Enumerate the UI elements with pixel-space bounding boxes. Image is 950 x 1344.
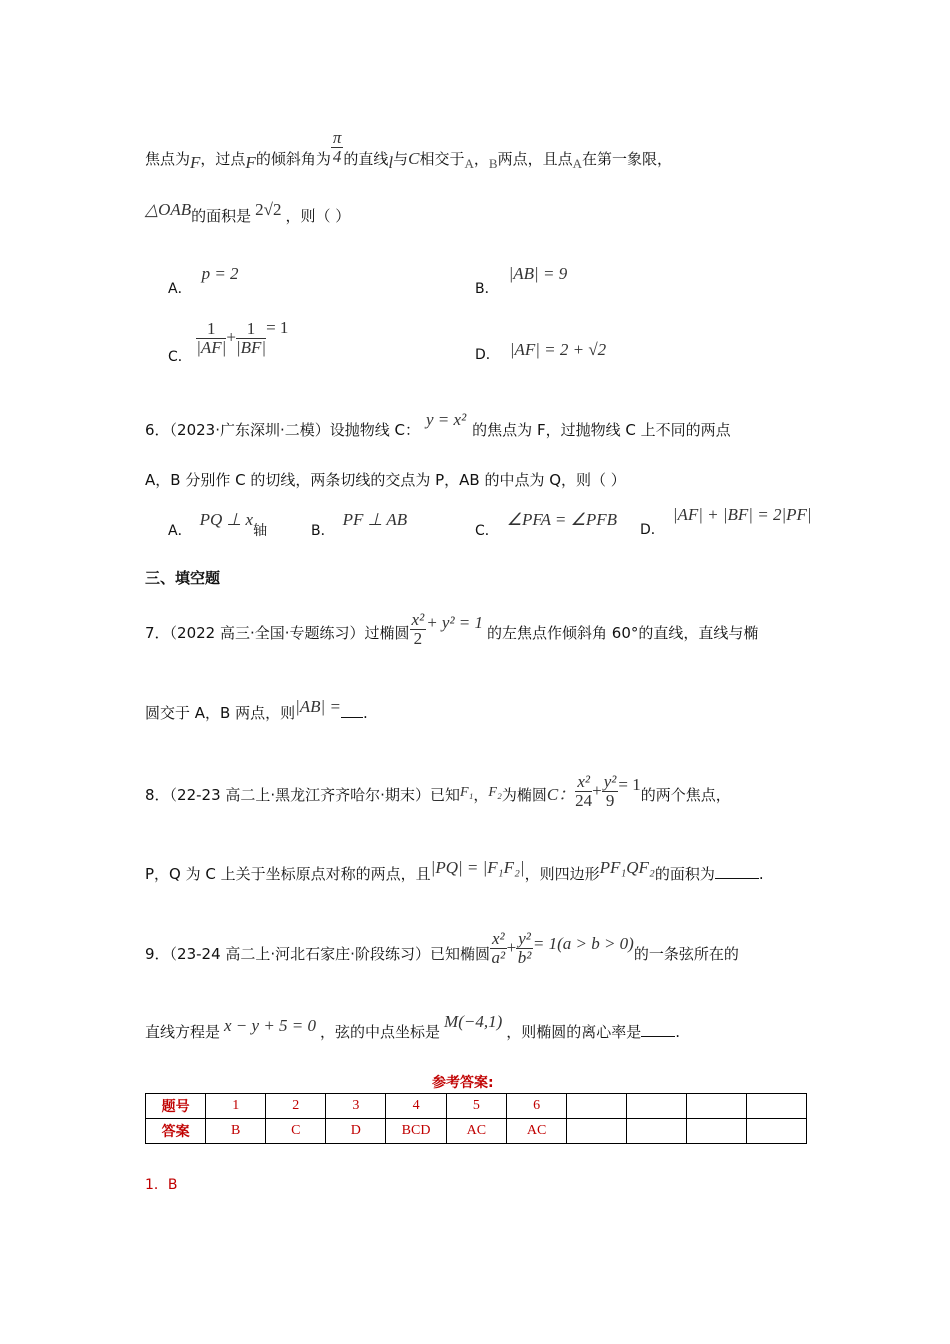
q9-line2 [145, 1012, 681, 1042]
equals-one: = 1 [266, 317, 289, 337]
math-A: A [464, 156, 474, 171]
text: 的一条弦所在的 [633, 945, 739, 963]
frac-den: 2 [413, 629, 423, 648]
table-cell: B [206, 1119, 266, 1144]
answer-blank[interactable] [715, 864, 759, 879]
option-label: A． [168, 523, 192, 539]
math-F1: F₁ [459, 785, 474, 800]
question-number: 9． [145, 945, 170, 963]
table-cell [747, 1119, 807, 1144]
frac-y2-b2 [516, 930, 533, 967]
math-B: B [488, 156, 498, 171]
table-cell [627, 1094, 687, 1119]
frac-den: 9 [605, 791, 615, 810]
table-cell [567, 1094, 627, 1119]
frac-num: y² [518, 929, 531, 948]
frac-den: 24 [575, 791, 593, 810]
option-expr: PQ ⊥ x [199, 510, 254, 529]
line-equation: x − y + 5 = 0 [224, 1016, 317, 1035]
section-heading [145, 568, 220, 588]
frac-num: π [332, 128, 342, 147]
parabola-equation: y = x² [426, 410, 467, 429]
q9-line1 [145, 929, 739, 973]
q5-option-b[interactable] [475, 264, 568, 297]
text: ，则四边形 [524, 865, 600, 883]
question-number: 8． [145, 786, 170, 804]
frac-num: 1 [236, 320, 266, 339]
text: （23-24 高二上·河北石家庄·阶段练习）已知椭圆 [169, 945, 490, 963]
math-l: l [388, 153, 394, 172]
q5-line1 [145, 128, 672, 178]
row-header: 题号 [146, 1094, 206, 1119]
table-row [146, 1094, 807, 1119]
option-label: D． [475, 347, 500, 363]
first-answer: 1．B [145, 1177, 178, 1193]
text: （22-23 高二上·黑龙江齐齐哈尔·期末）已知 [169, 786, 460, 804]
table-row [146, 1119, 807, 1144]
text: 的倾斜角为 [255, 150, 331, 168]
plus-sign: + [506, 938, 517, 957]
frac-num: x² [411, 610, 425, 629]
frac-den: |BF| [235, 338, 267, 357]
text: ， [473, 150, 489, 168]
frac-num: x² [491, 929, 505, 948]
answers-title: 参考答案: [432, 1075, 494, 1091]
math-F: F [245, 153, 256, 172]
q5-option-a[interactable] [168, 264, 239, 297]
plus-sign: + [226, 327, 236, 347]
text: 直线方程是 [145, 1023, 221, 1041]
q6-line1 [145, 410, 731, 440]
q6-option-c[interactable] [475, 510, 618, 539]
table-cell: 4 [386, 1094, 446, 1119]
text: 焦点为 [145, 150, 191, 168]
question-number: 7． [145, 624, 170, 642]
table-cell: 1 [206, 1094, 266, 1119]
ab-expression: |AB| = [295, 697, 341, 716]
table-cell: 6 [507, 1094, 567, 1119]
frac-num: x² [575, 773, 592, 792]
answer-blank[interactable] [341, 703, 363, 718]
table-cell [687, 1094, 747, 1119]
ellipse-tail: + y² = 1 [426, 613, 484, 632]
table-cell [627, 1119, 687, 1144]
math-C: C： [546, 785, 576, 804]
frac-den: b² [517, 948, 532, 967]
option-label: C． [475, 523, 499, 539]
text: 为椭圆 [501, 786, 547, 804]
table-cell: 2 [266, 1094, 326, 1119]
pq-equation: |PQ| = |F₁F₂| [430, 858, 525, 877]
text: . [758, 865, 764, 883]
option-label: D． [640, 522, 665, 538]
text: ，过点 [200, 150, 246, 168]
text: . [362, 704, 368, 722]
plus-sign: + [592, 781, 602, 800]
math-F2: F₂ [488, 785, 502, 800]
q5-line2 [145, 200, 351, 226]
frac-1-over-bf [236, 320, 266, 357]
text: 相交于 [419, 150, 465, 168]
text: 圆交于 A，B 两点，则 [145, 704, 296, 722]
quadrilateral: PF₁QF₂ [599, 858, 655, 877]
option-expr: |AB| = 9 [508, 264, 568, 283]
answer-blank[interactable] [641, 1022, 675, 1037]
q8-line1 [145, 772, 731, 814]
q7-line2 [145, 697, 368, 723]
text: 的面积为 [654, 865, 715, 883]
option-label: B． [311, 523, 335, 539]
text: （2022 高三·全国·专题练习）过椭圆 [169, 624, 410, 642]
text: （2023·广东深圳·二模）设抛物线 C： [169, 421, 420, 439]
text: 的面积是 [191, 207, 252, 225]
option-label: C． [168, 348, 192, 365]
text: 在第一象限， [581, 150, 672, 168]
math-F: F [190, 153, 201, 172]
table-cell [567, 1119, 627, 1144]
frac-num: y² [603, 772, 617, 791]
text: 的直线 [343, 150, 389, 168]
table-cell: AC [446, 1119, 506, 1144]
midpoint: M(−4,1) [444, 1012, 503, 1031]
option-expr: |AF| = 2 + √2 [509, 340, 607, 359]
frac-y2-9 [602, 773, 619, 810]
q7-line1 [145, 610, 759, 652]
question-number: 6． [145, 421, 170, 439]
q5-option-c[interactable] [168, 317, 289, 365]
row-header: 答案 [146, 1119, 206, 1144]
ellipse-fraction [410, 611, 427, 648]
table-cell: 3 [326, 1094, 386, 1119]
table-cell: AC [507, 1119, 567, 1144]
option-expr: PF ⊥ AB [342, 510, 408, 529]
answers-table [145, 1093, 807, 1144]
text: P，Q 为 C 上关于坐标原点对称的两点，且 [145, 865, 431, 883]
text: ， [473, 786, 489, 804]
frac-num: 1 [196, 320, 226, 339]
frac-den: |AF| [196, 338, 227, 357]
option-expr: ∠PFA = ∠PFB [506, 510, 618, 529]
text: A，B 分别作 C 的切线，两条切线的交点为 P，AB 的中点为 Q，则（ ） [145, 471, 626, 489]
table-cell: BCD [386, 1119, 446, 1144]
option-expr: p = 2 [201, 264, 239, 283]
frac-x2-24 [575, 773, 592, 810]
q6-option-b[interactable] [311, 510, 408, 539]
table-cell: C [266, 1119, 326, 1144]
text: 的两个焦点， [640, 786, 731, 804]
text: ，则（ ） [285, 207, 351, 225]
section-title: 三、填空题 [145, 569, 221, 587]
q8-line2 [145, 858, 764, 884]
option-expr: |AF| + |BF| = 2|PF| [672, 505, 812, 524]
option-label: B． [475, 281, 499, 297]
math-C: C [408, 149, 420, 168]
q6-option-d[interactable] [640, 505, 812, 538]
area-value: 2√2 [255, 200, 282, 219]
q6-line2 [145, 470, 626, 490]
text: 与 [393, 150, 409, 168]
q6-option-a[interactable] [168, 510, 268, 539]
q5-option-d[interactable] [475, 340, 607, 363]
text: 的左焦点作倾斜角 60°的直线，直线与椭 [487, 624, 759, 642]
math-A: A [572, 156, 582, 171]
text: 两点，且点 [497, 150, 573, 168]
frac-x2-a2 [490, 930, 507, 967]
equals-one: = 1 [618, 775, 641, 794]
frac-den: a² [491, 948, 506, 967]
table-cell: D [326, 1119, 386, 1144]
text: ，则椭圆的离心率是 [506, 1023, 642, 1041]
option-label: A． [168, 281, 192, 297]
text: 的焦点为 F，过抛物线 C 上不同的两点 [472, 421, 731, 439]
frac-den: 4 [332, 147, 342, 166]
text: ，弦的中点坐标是 [320, 1023, 441, 1041]
angle-fraction [331, 129, 344, 166]
ellipse-condition: = 1(a > b > 0) [532, 934, 634, 953]
table-cell: 5 [446, 1094, 506, 1119]
frac-1-over-af [196, 320, 226, 357]
table-cell [747, 1094, 807, 1119]
text: . [675, 1023, 681, 1041]
text: 轴 [253, 523, 268, 539]
table-cell [687, 1119, 747, 1144]
triangle-OAB: △OAB [145, 200, 192, 219]
